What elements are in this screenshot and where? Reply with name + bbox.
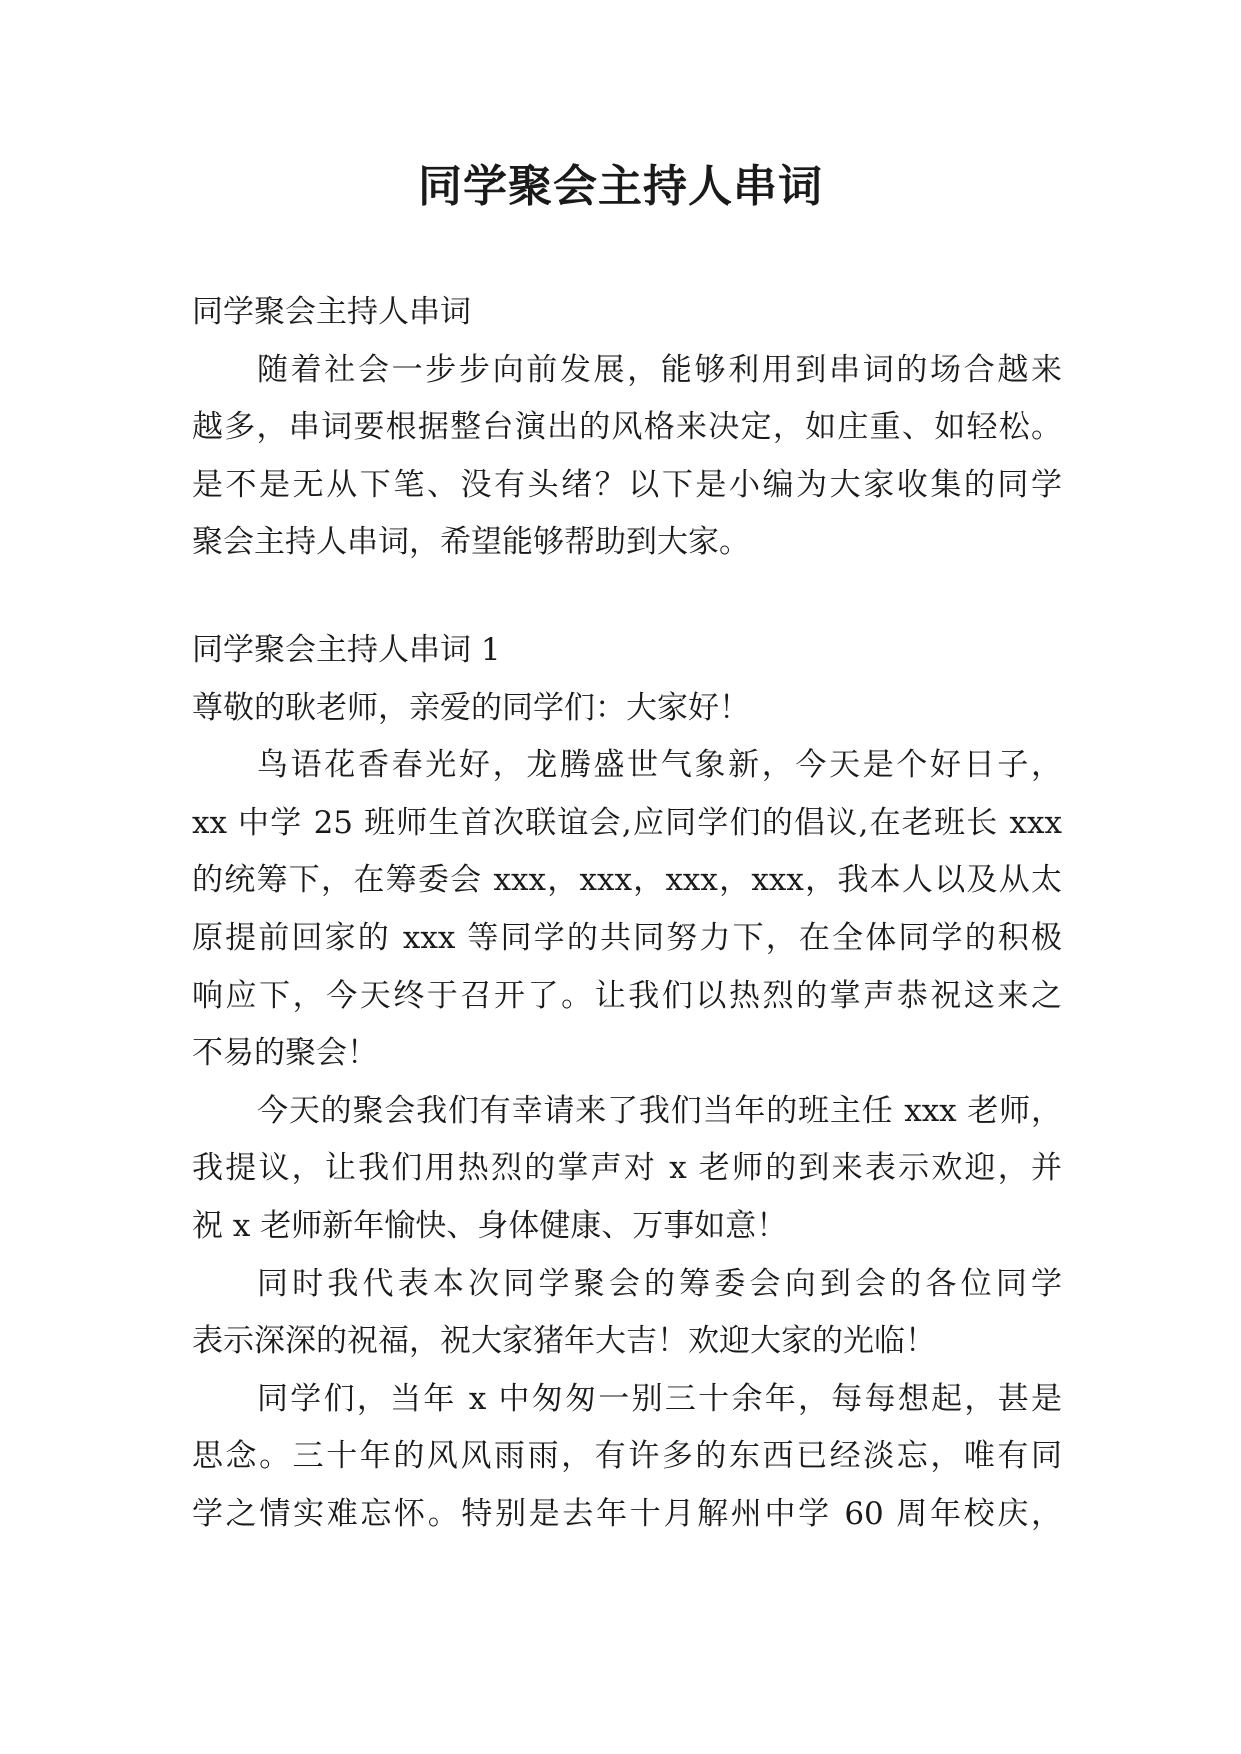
- text-line: 同时我代表本次同学聚会的筹委会向到会的各位同学: [257, 1265, 1062, 1302]
- paragraph-3: [192, 1256, 1062, 1371]
- text-line: 不易的聚会！: [192, 1035, 378, 1072]
- intro-paragraph: [192, 342, 1062, 572]
- text-line: 原提前回家的 xxx 等同学的共同努力下，在全体同学的积极: [192, 919, 1062, 956]
- text-line: 响应下，今天终于召开了。让我们以热烈的掌声恭祝这来之: [192, 977, 1062, 1014]
- text-line: 鸟语花香春光好，龙腾盛世气象新，今天是个好日子，: [257, 747, 1062, 784]
- document-title: 同学聚会主持人串词: [418, 161, 823, 212]
- document-body: [192, 284, 1062, 1543]
- text-line: 越多，串词要根据整台演出的风格来决定，如庄重、如轻松。: [192, 409, 1062, 446]
- text-line: 我提议，让我们用热烈的掌声对 x 老师的到来表示欢迎，并: [192, 1150, 1062, 1187]
- text-line: 的统筹下，在筹委会 xxx，xxx，xxx，xxx，我本人以及从太: [192, 862, 1062, 899]
- paragraph-1: [192, 737, 1062, 1083]
- subtitle: 同学聚会主持人串词: [192, 294, 471, 330]
- text-line: xx 中学 25 班师生首次联谊会,应同学们的倡议,在老班长 xxx: [192, 804, 1062, 841]
- paragraph-2: [192, 1083, 1062, 1256]
- text-line: 表示深深的祝福，祝大家猪年大吉！欢迎大家的光临！: [192, 1323, 936, 1360]
- greeting-line: 尊敬的耿老师，亲爱的同学们：大家好！: [192, 689, 750, 726]
- paragraph-gap: [192, 572, 1062, 622]
- text-line: 随着社会一步步向前发展，能够利用到串词的场合越来: [257, 351, 1062, 388]
- text-line: 今天的聚会我们有幸请来了我们当年的班主任 xxx 老师，: [257, 1092, 1062, 1129]
- text-line: 是不是无从下笔、没有头绪？以下是小编为大家收集的同学: [192, 466, 1062, 503]
- text-line: 学之情实难忘怀。特别是去年十月解州中学 60 周年校庆，: [192, 1495, 1062, 1532]
- section-heading: 同学聚会主持人串词 1: [192, 631, 501, 668]
- text-line: 思念。三十年的风风雨雨，有许多的东西已经淡忘，唯有同: [192, 1438, 1062, 1475]
- paragraph-4: [192, 1371, 1062, 1544]
- text-line: 祝 x 老师新年愉快、身体健康、万事如意！: [192, 1207, 788, 1244]
- text-line: 同学们，当年 x 中匆匆一别三十余年，每每想起，甚是: [257, 1380, 1062, 1417]
- text-line: 聚会主持人串词，希望能够帮助到大家。: [192, 524, 750, 561]
